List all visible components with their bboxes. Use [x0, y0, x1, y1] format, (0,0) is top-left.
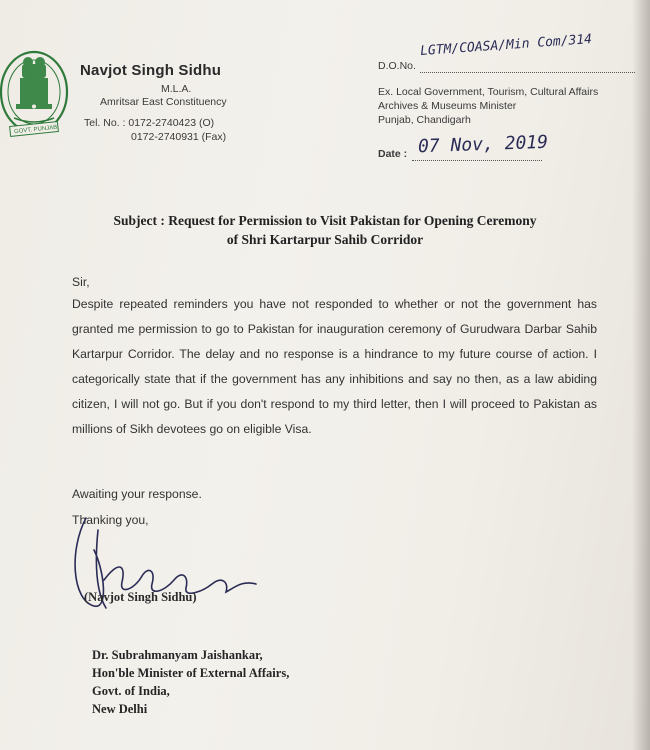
- closing-awaiting: Awaiting your response.: [72, 487, 202, 501]
- dono-label: D.O.No.: [378, 60, 416, 72]
- addressee-line-1: Dr. Subrahmanyam Jaishankar,: [92, 648, 263, 662]
- subject-line-2: of Shri Kartarpur Sahib Corridor: [226, 232, 424, 247]
- letterhead-constituency: Amritsar East Constituency: [100, 96, 227, 108]
- office-line-3: Punjab, Chandigarh: [378, 114, 471, 126]
- closing-thanks: Thanking you,: [72, 513, 149, 527]
- dono-handwritten-number: LGTM/COASA/Min Com/314: [419, 32, 593, 59]
- body-paragraph: Despite repeated reminders you have not responded to whether or not the government has granted me permission to go to Pakistan for inauguration ceremony of Gurudwara Darbar Sahib Kartarpur Corridor. The delay and no response is a hindrance to my future course of action. I categorically state that if the government has any inhibitions and say no then, as a law abiding citizen, I will not go. But if you don't respond to my third letter, then I will proceed to Pakistan as millions of Sikh devotees go on eligible Visa.: [72, 297, 597, 436]
- emblem-ribbon-text: GOVT. PUNJAB: [13, 124, 58, 136]
- dono-dotted-line: [420, 72, 635, 73]
- date-label: Date :: [378, 148, 408, 160]
- letterhead-name: Navjot Singh Sidhu: [80, 62, 222, 79]
- subject-line-1: Subject : Request for Permission to Visit Pakistan for Opening Ceremony: [113, 213, 537, 228]
- letterhead-fax: 0172-2740931 (Fax): [131, 131, 227, 143]
- letterhead-telephone: Tel. No. : 0172-2740423 (O): [84, 117, 215, 129]
- page-shadow: [632, 0, 650, 750]
- signatory-name: (Navjot Singh Sidhu): [84, 590, 197, 604]
- date-dotted-line: [412, 160, 542, 161]
- letterhead-designation: M.L.A.: [161, 83, 192, 95]
- office-line-2: Archives & Museums Minister: [378, 100, 517, 112]
- salutation: Sir,: [72, 275, 90, 289]
- office-line-1: Ex. Local Government, Tourism, Cultural Affairs: [378, 86, 599, 98]
- date-handwritten: 07 Nov, 2019: [417, 131, 549, 158]
- addressee-line-2: Hon'ble Minister of External Affairs,: [92, 666, 290, 680]
- addressee-line-3: Govt. of India,: [92, 684, 170, 698]
- addressee-line-4: New Delhi: [92, 702, 148, 716]
